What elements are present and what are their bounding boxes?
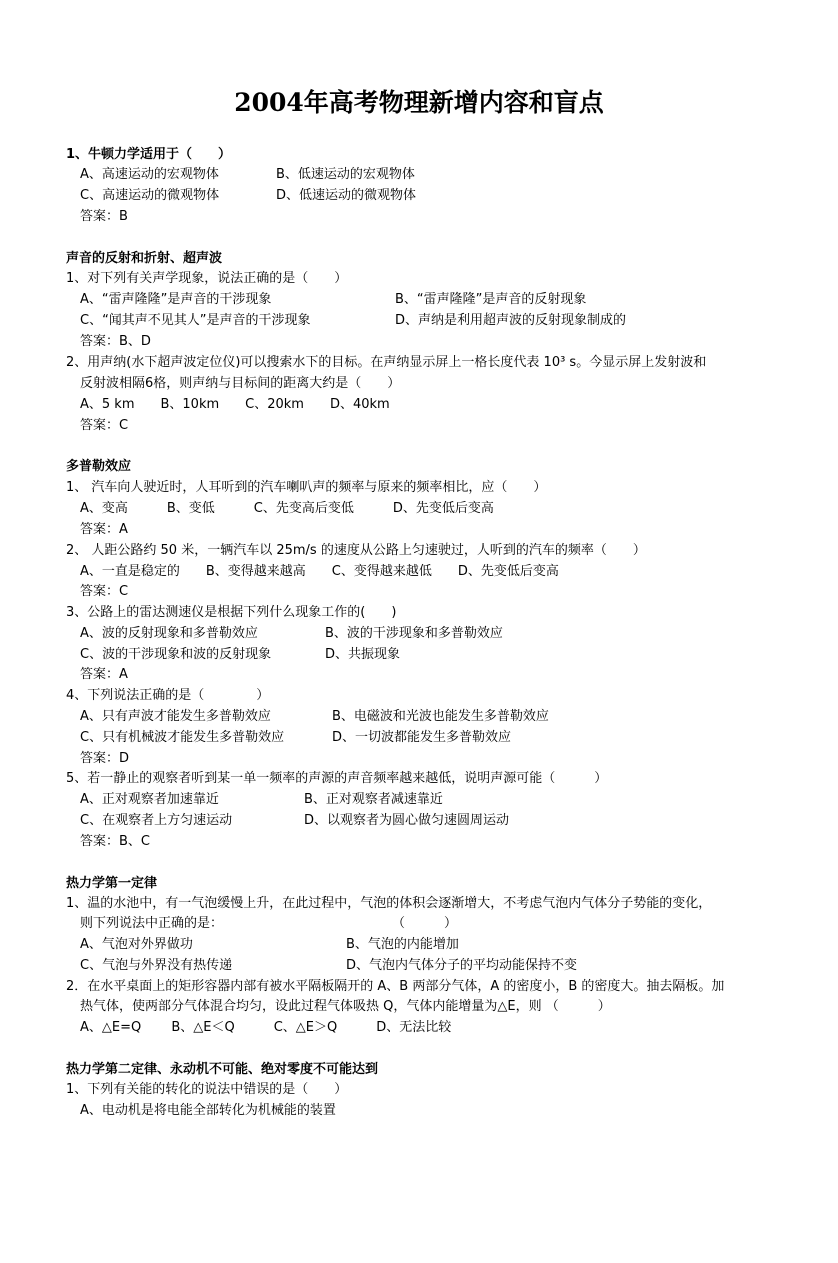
answer-paren: （ ） — [392, 916, 458, 931]
options: A、△E=Q B、△E＜Q C、△E＞Q D、无法比较 — [80, 1020, 452, 1035]
option-d: D、以观察者为圆心做匀速圆周运动 — [304, 813, 510, 828]
question-stem: 4、下列说法正确的是（ ） — [66, 688, 270, 703]
answer: 答案：B、C — [80, 834, 150, 849]
option-b: B、电磁波和光波也能发生多普勒效应 — [332, 709, 549, 724]
option-c: C、在观察者上方匀速运动 — [80, 813, 233, 828]
question-stem: 1、下列有关能的转化的说法中错误的是（ ） — [66, 1082, 348, 1097]
section-heading: 热力学第二定律、永动机不可能、绝对零度不可能达到 — [66, 1062, 379, 1077]
section-heading: 热力学第一定律 — [66, 876, 158, 891]
option-b: B、波的干涉现象和多普勒效应 — [325, 626, 503, 641]
question-stem: 3、公路上的雷达测速仪是根据下列什么现象工作的( ) — [66, 605, 397, 620]
question-stem: 2、 人距公路约 50 米，一辆汽车以 25m/s 的速度从公路上匀速驶过，人听到的汽车的频率（ ） — [66, 543, 646, 558]
section-heading: 声音的反射和折射、超声波 — [66, 251, 223, 266]
option-d: D、气泡内气体分子的平均动能保持不变 — [346, 958, 578, 973]
option-c: C、气泡与外界没有热传递 — [80, 958, 233, 973]
question-stem: 5、若一静止的观察者听到某一单一频率的声源的声音频率越来越低，说明声源可能（ ） — [66, 771, 608, 786]
option-a: A、“雷声隆隆”是声音的干涉现象 — [80, 292, 272, 307]
question-stem: 2．在水平桌面上的矩形容器内部有被水平隔板隔开的 A、B 两部分气体，A 的密度小，B 的密度大。抽去隔板。加 — [66, 979, 725, 994]
question-stem: 1、牛顿力学适用于（ ） — [66, 147, 232, 162]
option-b: B、正对观察者减速靠近 — [304, 792, 443, 807]
option-d: D、共振现象 — [325, 647, 401, 662]
option-c: C、只有机械波才能发生多普勒效应 — [80, 730, 285, 745]
option-a: A、只有声波才能发生多普勒效应 — [80, 709, 271, 724]
options: A、变高 B、变低 C、先变高后变低 D、先变低后变高 — [80, 501, 494, 516]
question-stem-continued: 热气体，使两部分气体混合均匀，设此过程气体吸热 Q，气体内能增量为△E，则 （ ） — [80, 999, 611, 1014]
answer: 答案：A — [80, 667, 128, 682]
options: A、5 km B、10km C、20km D、40km — [80, 397, 390, 412]
options: A、一直是稳定的 B、变得越来越高 C、变得越来越低 D、先变低后变高 — [80, 564, 559, 579]
option-c: C、高速运动的微观物体 — [80, 188, 220, 203]
option-d: D、低速运动的微观物体 — [276, 188, 417, 203]
page-title: 2004年高考物理新增内容和盲点 — [234, 88, 604, 117]
option-b: B、气泡的内能增加 — [346, 937, 459, 952]
answer: 答案：B、D — [80, 334, 151, 349]
question-stem: 1、对下列有关声学现象，说法正确的是（ ） — [66, 271, 348, 286]
question-stem: 1、温的水池中，有一气泡缓慢上升，在此过程中，气泡的体积会逐渐增大，不考虑气泡内气体分子势能的变化， — [66, 896, 712, 911]
option-c: C、波的干涉现象和波的反射现象 — [80, 647, 272, 662]
question-stem: 2、用声纳(水下超声波定位仪)可以搜索水下的目标。在声纳显示屏上一格长度代表 10³ s。今显示屏上发射波和 — [66, 355, 707, 370]
option-a: A、电动机是将电能全部转化为机械能的装置 — [80, 1103, 336, 1118]
question-stem: 1、 汽车向人驶近时，人耳听到的汽车喇叭声的频率与原来的频率相比，应（ ） — [66, 480, 547, 495]
answer: 答案：B — [80, 209, 128, 224]
option-b: B、“雷声隆隆”是声音的反射现象 — [395, 292, 587, 307]
option-d: D、声纳是利用超声波的反射现象制成的 — [395, 313, 627, 328]
question-stem-continued: 则下列说法中正确的是： — [80, 916, 224, 931]
option-c: C、“闻其声不见其人”是声音的干涉现象 — [80, 313, 311, 328]
section-heading: 多普勒效应 — [66, 459, 132, 474]
option-d: D、一切波都能发生多普勒效应 — [332, 730, 512, 745]
option-a: A、高速运动的宏观物体 — [80, 167, 219, 182]
option-b: B、低速运动的宏观物体 — [276, 167, 415, 182]
answer: 答案：D — [80, 751, 130, 766]
option-a: A、正对观察者加速靠近 — [80, 792, 219, 807]
answer: 答案：C — [80, 584, 129, 599]
answer: 答案：A — [80, 522, 128, 537]
option-a: A、波的反射现象和多普勒效应 — [80, 626, 258, 641]
answer: 答案：C — [80, 418, 129, 433]
question-stem-continued: 反射波相隔6格，则声纳与目标间的距离大约是（ ） — [80, 376, 401, 391]
option-a: A、气泡对外界做功 — [80, 937, 193, 952]
